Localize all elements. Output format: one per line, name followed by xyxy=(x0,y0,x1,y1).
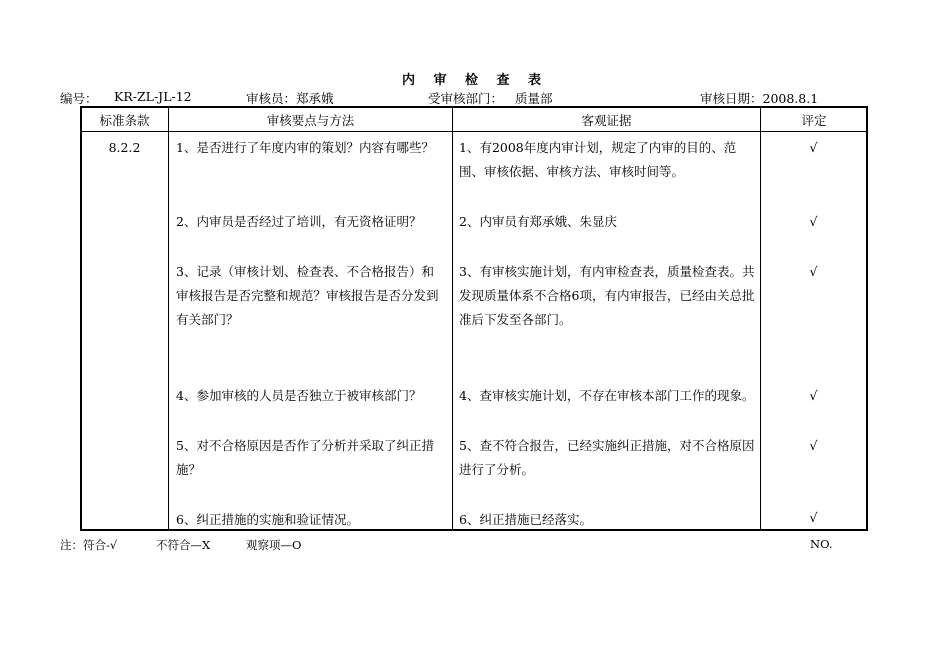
auditor: 审核员：郑承娥 xyxy=(246,91,334,106)
legend-conform: 注：符合-√ xyxy=(60,538,118,552)
row-result: √ xyxy=(809,388,818,403)
row-evidence: 3、有审核实施计划，有内审检查表，质量检查表。共发现质量体系不合格6项，有内审报告，已经由关总批准后下发至各部门。 xyxy=(459,264,755,327)
row-result: √ xyxy=(809,510,818,525)
audited-dept-value: 质量部 xyxy=(515,91,553,106)
audited-dept-label: 受审核部门： xyxy=(428,91,504,106)
document-title: 内 审 检 查 表 xyxy=(401,73,549,88)
header-divider xyxy=(80,131,868,132)
legend-nonconform: 不符合—X xyxy=(156,538,211,552)
column-divider xyxy=(760,106,761,531)
column-divider xyxy=(168,106,169,531)
code-value: KR-ZL-JL-12 xyxy=(114,89,192,104)
row-result: √ xyxy=(809,140,818,155)
row-result: √ xyxy=(809,214,818,229)
row-point: 2、内审员是否经过了培训，有无资格证明？ xyxy=(176,214,422,229)
header-point: 审核要点与方法 xyxy=(266,113,355,128)
header-result: 评定 xyxy=(801,113,827,128)
number-label: NO. xyxy=(810,537,833,551)
row-result: √ xyxy=(809,264,818,279)
row-point: 6、纠正措施的实施和验证情况。 xyxy=(176,512,359,527)
column-divider xyxy=(452,106,453,531)
row-evidence: 4、查审核实施计划，不存在审核本部门工作的现象。 xyxy=(459,388,755,403)
row-evidence: 5、查不符合报告，已经实施纠正措施，对不合格原因进行了分析。 xyxy=(459,438,755,477)
audit-date: 审核日期：2008.8.1 xyxy=(700,91,819,106)
row-evidence: 2、内审员有郑承娥、朱显庆 xyxy=(459,214,617,229)
row-point: 1、是否进行了年度内审的策划？内容有哪些？ xyxy=(176,140,434,155)
header-evidence: 客观证据 xyxy=(581,113,632,128)
header-clause: 标准条款 xyxy=(99,113,150,128)
legend-observe: 观察项—O xyxy=(246,538,302,552)
row-point: 3、记录（审核计划、检查表、不合格报告）和审核报告是否完整和规范？审核报告是否分发到有关部门？ xyxy=(176,264,439,327)
clause-number: 8.2.2 xyxy=(108,140,141,155)
code-label: 编号： xyxy=(60,91,98,106)
row-point: 4、参加审核的人员是否独立于被审核部门？ xyxy=(176,388,422,403)
row-evidence: 1、有2008年度内审计划，规定了内审的目的、范围、审核依据、审核方法、审核时间等。 xyxy=(459,140,737,179)
row-evidence: 6、纠正措施已经落实。 xyxy=(459,512,592,527)
row-point: 5、对不合格原因是否作了分析并采取了纠正措施？ xyxy=(176,438,434,477)
row-result: √ xyxy=(809,438,818,453)
